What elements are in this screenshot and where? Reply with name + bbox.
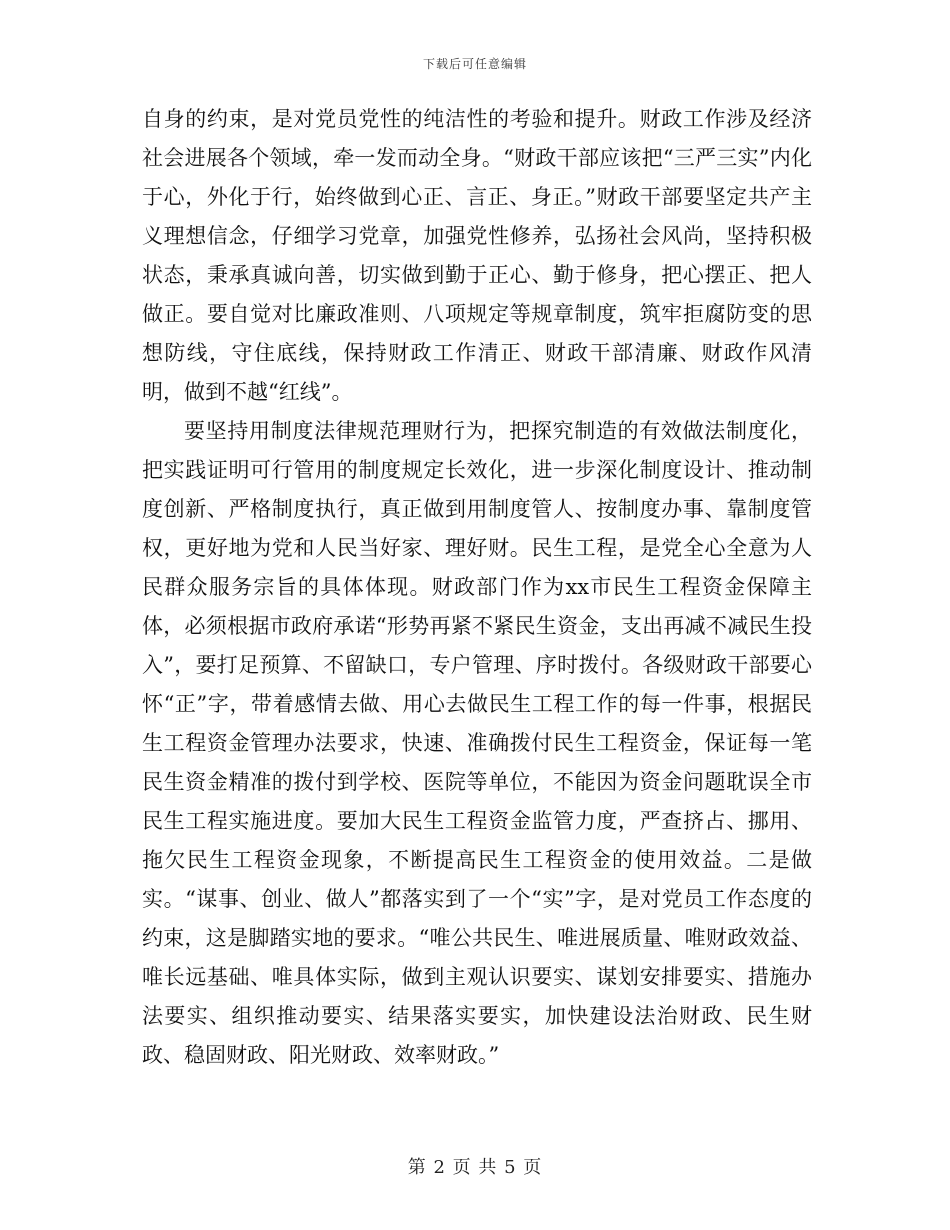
paragraph-2: 要坚持用制度法律规范理财行为，把探究制造的有效做法制度化，把实践证明可行管用的制度规定长效化，进一步深化制度设计、推动制度创新、严格制度执行，真正做到用制度管人、按制度办事、靠制度管权，更好地为党和人民当好家、理好财。民生工程，是党全心全意为人民群众服务宗旨的具体体现。财政部门作为xx市民生工程资金保障主体，必须根据市政府承诺“形势再紧不紧民生资金，支出再减不减民生投入”，要打足预算、不留缺口，专户管理、序时拨付。各级财政干部要心怀“正”字，带着感情去做、用心去做民生工程工作的每一件事，根据民生工程资金管理办法要求，快速、准确拨付民生工程资金，保证每一笔民生资金精准的拨付到学校、医院等单位，不能因为资金问题耽误全市民生工程实施进度。要加大民生工程资金监管力度，严查挤占、挪用、拖欠民生工程资金现象，不断提高民生工程资金的使用效益。二是做实。“谋事、创业、做人”都落实到了一个“实”字，是对党员工作态度的约束，这是脚踏实地的要求。“唯公共民生、唯进展质量、唯财政效益、唯长远基础、唯具体实际，做到主观认识要实、谋划安排要实、措施办法要实、组织推动要实、结果落实要实，加快建设法治财政、民生财政、稳固财政、阳光财政、效率财政。” [142, 419, 812, 1067]
document-body [142, 100, 812, 1075]
paragraph-1: 自身的约束，是对党员党性的纯洁性的考验和提升。财政工作涉及经济社会进展各个领域，牵一发而动全身。“财政干部应该把“三严三实”内化于心，外化于行，始终做到心正、言正、身正。”财政干部要坚定共产主义理想信念，仔细学习党章，加强党性修养，弘扬社会风尚，坚持积极状态，秉承真诚向善，切实做到勤于正心、勤于修身，把心摆正、把人做正。要自觉对比廉政准则、八项规定等规章制度，筑牢拒腐防变的思想防线，守住底线，保持财政工作清正、财政干部清廉、财政作风清明，做到不越“红线”。 [142, 107, 812, 404]
page-number: 第 2 页 共 5 页 [407, 1157, 543, 1178]
page-header: 下载后可任意编辑 [422, 57, 527, 71]
